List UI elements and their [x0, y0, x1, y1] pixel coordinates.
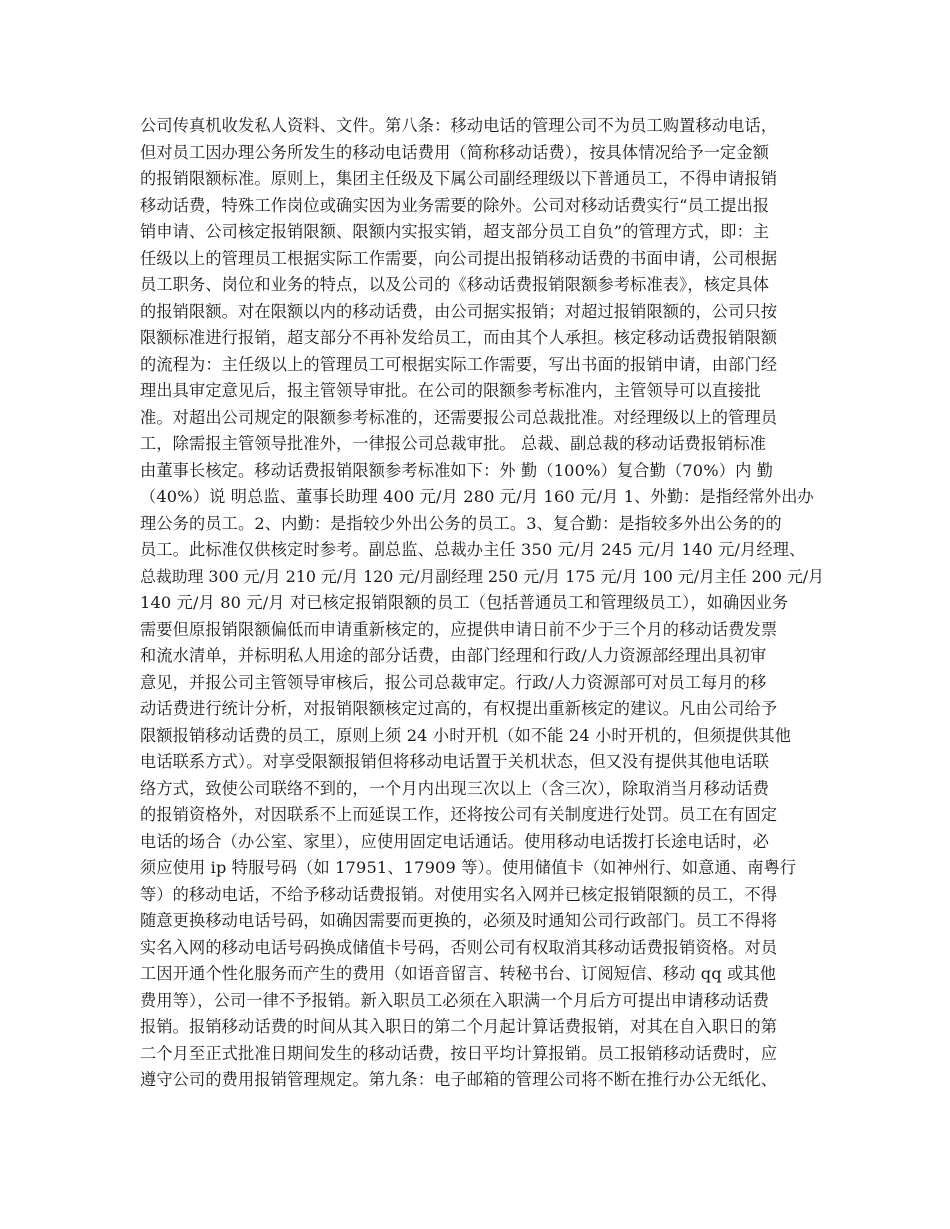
text-line: 的报销限额标准。原则上，集团主任级及下属公司副经理级以下普通员工，不得申请报销	[140, 169, 778, 188]
text-line: 员工职务、岗位和业务的特点，以及公司的《移动话费报销限额参考标准表》，核定具体	[140, 275, 770, 294]
text-line: 实名入网的移动电话号码换成储值卡号码，否则公司有权取消其移动话费报销资格。对员	[140, 937, 778, 957]
text-line: 电话联系方式）。对享受限额报销但将移动电话置于关机状态，但又没有提供其他电话联	[140, 752, 770, 771]
text-line: 二个月至正式批准日期间发生的移动话费，按日平均计算报销。员工报销移动话费时，应	[140, 1043, 778, 1063]
text-line: 报销。报销移动话费的时间从其入职日的第二个月起计算话费报销，对其在自入职日的第	[140, 1017, 778, 1036]
text-line: （40%）说 明总监、董事长助理 400 元/月 280 元/月 160 元/月 1、外勤：是指经常外出办	[140, 487, 814, 506]
text-line: 公司传真机收发私人资料、文件。第八条：移动电话的管理公司不为员工购置移动电话，	[140, 116, 778, 135]
text-line: 的报销限额。对在限额以内的移动话费，由公司据实报销；对超过报销限额的，公司只按	[140, 301, 778, 321]
text-line: 移动话费，特殊工作岗位或确实因为业务需要的除外。公司对移动话费实行“员工提出报	[140, 195, 770, 215]
text-line: 总裁助理 300 元/月 210 元/月 120 元/月副经理 250 元/月 175 元/月 100 元/月主任 200 元/月	[140, 566, 824, 586]
text-line: 但对员工因办理公务所发生的移动电话费用（简称移动话费），按具体情况给予一定金额	[140, 142, 770, 162]
text-line: 等）的移动电话，不给予移动话费报销。对使用实名入网并已核定报销限额的员工，不得	[140, 884, 778, 904]
text-line: 随意更换移动电话号码，如确因需要而更换的，必须及时通知公司行政部门。员工不得将	[140, 911, 778, 930]
text-line: 络方式，致使公司联络不到的，一个月内出现三次以上（含三次），除取消当月移动话费	[140, 778, 770, 798]
text-line: 动话费进行统计分析，对报销限额核定过高的，有权提出重新核定的建议。凡由公司给予	[140, 699, 778, 718]
text-line: 理公务的员工。2、内勤：是指较少外出公务的员工。3、复合勤：是指较多外出公务的的	[140, 513, 782, 533]
text-line: 意见，并报公司主管领导审核后，报公司总裁审定。行政/人力资源部可对员工每月的移	[140, 672, 767, 692]
text-line: 工，除需报主管领导批准外，一律报公司总裁审批。 总裁、副总裁的移动话费报销标准	[140, 434, 767, 453]
text-line: 费用等），公司一律不予报销。新入职员工必须在入职满一个月后方可提出申请移动话费	[140, 990, 770, 1010]
text-line: 需要但原报销限额偏低而申请重新核定的，应提供申请日前不少于三个月的移动话费发票	[140, 619, 778, 639]
text-line: 限额标准进行报销，超支部分不再补发给员工，而由其个人承担。核定移动话费报销限额	[140, 328, 778, 347]
text-line: 销申请、公司核定报销限额、限额内实报实销，超支部分员工自负”的管理方式，即：主	[140, 222, 770, 241]
text-line: 理出具审定意见后，报主管领导审批。在公司的限额参考标准内，主管领导可以直接批	[140, 381, 761, 400]
text-line: 员工。此标准仅供核定时参考。副总监、总裁办主任 350 元/月 245 元/月 140 元/月经理、	[140, 540, 806, 559]
text-line: 电话的场合（办公室、家里），应使用固定电话通话。使用移动电话拨打长途电话时，必	[140, 831, 770, 851]
text-line: 140 元/月 80 元/月 对已核定报销限额的员工（包括普通员工和管理级员工），如确因业务	[140, 593, 789, 612]
text-line: 遵守公司的费用报销管理规定。第九条：电子邮箱的管理公司将不断在推行办公无纸化、	[140, 1070, 778, 1089]
text-line: 由董事长核定。移动话费报销限额参考标准如下：外 勤（100%）复合勤（70%）内 勤	[140, 460, 774, 480]
text-line: 和流水清单，并标明私人用途的部分话费，由部门经理和行政/人力资源部经理出具初审	[140, 646, 767, 665]
text-line: 工因开通个性化服务而产生的费用（如语音留言、转秘书台、订阅短信、移动 qq 或其他	[140, 964, 777, 983]
text-line: 的流程为：主任级以上的管理员工可根据实际工作需要，写出书面的报销申请，由部门经	[140, 354, 778, 374]
text-line: 限额报销移动话费的员工，原则上须 24 小时开机（如不能 24 小时开机的，但须提供其他	[140, 725, 792, 745]
text-line: 任级以上的管理员工根据实际工作需要，向公司提出报销移动话费的书面申请，公司根据	[140, 248, 778, 268]
text-line: 须应使用 ip 特服号码（如 17951、17909 等）。使用储值卡（如神州行、如意通、南粤行	[140, 858, 797, 877]
text-line: 准。对超出公司规定的限额参考标准的，还需要报公司总裁批准。对经理级以上的管理员	[140, 407, 778, 427]
text-line: 的报销资格外，对因联系不上而延误工作，还将按公司有关制度进行处罚。员工在有固定	[140, 805, 778, 824]
body-text	[140, 113, 824, 1094]
